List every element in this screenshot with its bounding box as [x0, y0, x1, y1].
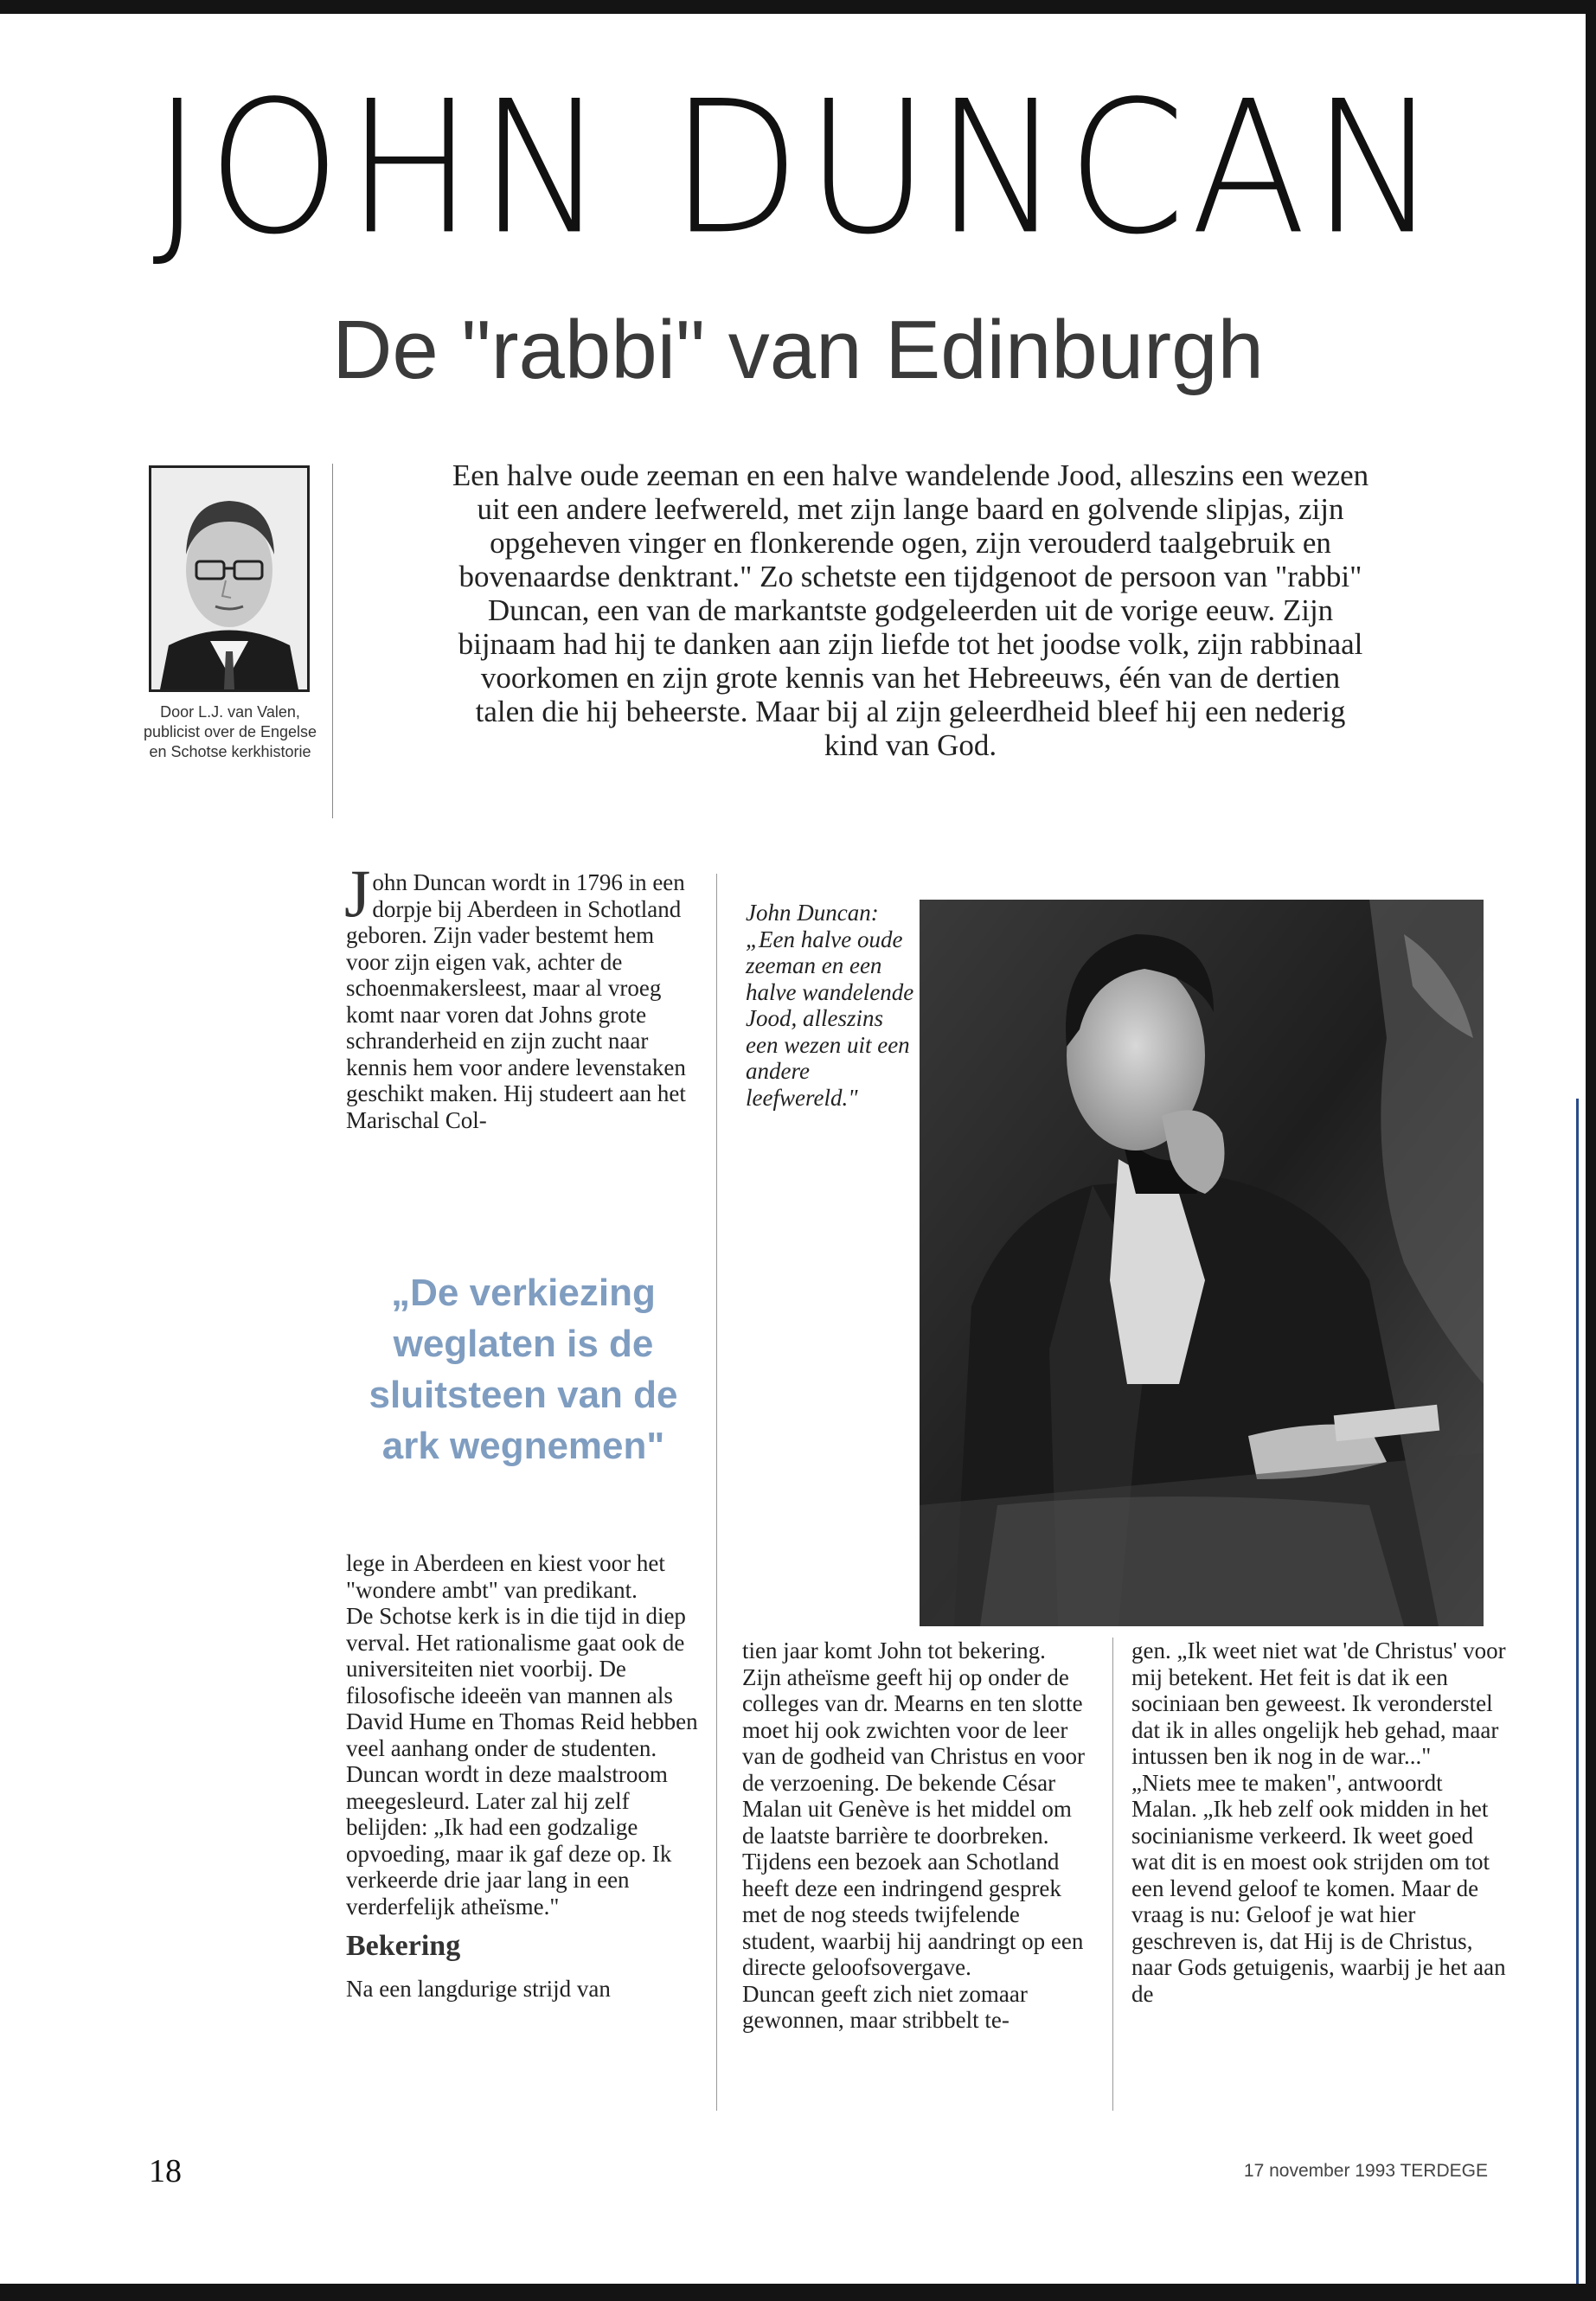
portrait-photo	[920, 900, 1484, 1626]
body-column-1-top	[344, 856, 696, 1133]
body-paragraph: Na een langdurige strijd van	[346, 1975, 611, 2002]
photo-caption: John Duncan: „Een halve oude zeeman en een halve wandelende Jood, alleszins een wezen uit een andere leefwereld."	[746, 900, 914, 1111]
body-paragraph: tien jaar komt John tot bekering. Zijn atheïsme geeft hij op onder de colleges van dr. Mearns en ten slotte moet hij ook zwichten voor de leer van de godheid van Christus en voor de verzoening. De bekende César Malan uit Genève is het middel om de laatste barrière te doorbreken. Tijdens een bezoek aan Schotland heeft deze een indringend gesprek met de nog steeds twijfelende student, waarbij hij aandringt op een directe geloofsovergave.	[742, 1638, 1085, 1980]
issue-date: 17 november 1993 TERDEGE	[1243, 2161, 1488, 2181]
body-text: ohn Duncan wordt in 1796 in een dorpje bij Aberdeen in Schotland geboren. Zijn vader bestemt hem voor zijn eigen vak, achter de schoenmakersleest, maar al vroeg komt naar voren dat Johns grote schranderheid en zijn zucht naar kennis hem voor andere levenstaken geschikt maken. Hij studeert aan het Marischal Col-	[346, 869, 686, 1133]
body-paragraph: „Niets mee te maken", antwoordt Malan. „Ik heb zelf ook midden in het socinianisme verkeerd. Ik weet goed wat dit is en moest ook strijden om tot een levend geloof te komen. Maar de vraag is nu: Geloof je wat hier geschreven is, dat Hij is de Christus, naar Gods getuigenis, waarbij je het aan de	[1131, 1769, 1506, 2007]
pull-quote: „De verkiezing weglaten is de sluitsteen van de ark wegnemen"	[369, 1272, 678, 1467]
author-caption: Door L.J. van Valen, publicist over de Engelse en Schotse kerkhistorie	[143, 703, 317, 760]
body-paragraph: lege in Aberdeen en kiest voor het "wondere ambt" van predikant.	[346, 1550, 665, 1603]
intro-paragraph: Een halve oude zeeman en een halve wandelende Jood, alleszins een wezen uit een andere leefwereld, met zijn lange baard en golvende slipjas, zijn opgeheven vinger en flonkerende ogen, zijn verouderd taalgebruik en bovenaardse denktrant." Zo schetste een tijdgenoot de persoon van "rabbi" Duncan, een van de markantste godgeleerden uit de vorige eeuw. Zijn bijnaam had hij te danken aan zijn liefde tot het joodse volk, zijn rabbinaal voorkomen en zijn grote kennis van het Hebreeuws, één van de dertien talen die hij beheerste. Maar bij al zijn geleerdheid bleef hij een nederig kind van God.	[452, 458, 1369, 762]
author-divider	[332, 464, 333, 818]
scan-edge-top	[0, 0, 1596, 14]
body-column-3	[1131, 1638, 1512, 2007]
body-column-2	[742, 1638, 1088, 2034]
body-paragraph: gen. „Ik weet niet wat 'de Christus' voor mij betekent. Het feit is dat ik een sociniaan ben geweest. Ik veronderstel dat ik in alles ongelijk heb gehad, maar intussen ben ik nog in de war..."	[1131, 1638, 1506, 1769]
body-paragraph: De Schotse kerk is in die tijd in diep verval. Het rationalisme gaat ook de universiteiten niet voorbij. De filosofische ideeën van mannen als David Hume en Thomas Reid hebben veel aanhang onder de studenten. Duncan wordt in deze maalstroom meegesleurd. Later zal hij zelf belijden: „Ik had een godzalige opvoeding, maar ik gaf deze op. Ik verkeerde drie jaar lang in een verderfelijk atheïsme."	[346, 1603, 698, 1920]
body-paragraph: Duncan geeft zich niet zomaar gewonnen, maar stribbelt te-	[742, 1980, 1028, 2033]
author-photo	[149, 465, 310, 692]
article-subtitle: De "rabbi" van Edinburgh	[332, 304, 1264, 396]
scan-edge-bottom	[0, 2284, 1596, 2301]
scan-edge-blue-line	[1576, 1099, 1579, 2284]
body-column-1-bottom	[346, 1550, 701, 2002]
article-title: JOHN DUNCAN	[152, 61, 1444, 276]
column-divider	[1112, 1638, 1113, 2111]
section-heading: Bekering	[346, 1930, 461, 1962]
drop-cap: J	[344, 856, 371, 931]
page-number: 18	[149, 2153, 182, 2189]
column-divider	[716, 874, 717, 2111]
